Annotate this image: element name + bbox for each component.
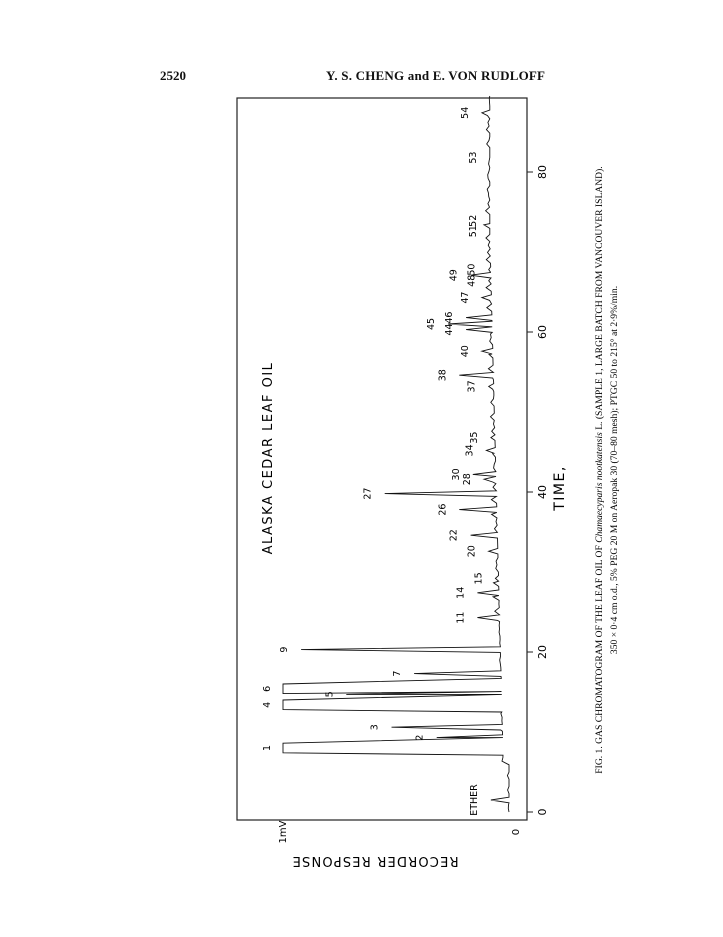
peak-label: 50 <box>466 263 478 276</box>
caption-species: Chamaecyparis nootkatensis <box>594 432 605 543</box>
x-axis-ticks <box>527 165 549 816</box>
peak-label: 14 <box>455 586 467 599</box>
x-tick-label: 20 <box>536 645 549 659</box>
peak-label: 27 <box>362 487 374 500</box>
peak-label: 6 <box>262 685 273 692</box>
peak-label: 48 <box>466 274 478 287</box>
page-number: 2520 <box>160 68 186 83</box>
peak-label: 35 <box>468 431 480 444</box>
peak-label: 28 <box>462 473 474 486</box>
peak-label: 47 <box>459 291 471 304</box>
x-tick-label: 80 <box>536 165 549 179</box>
peak-label: 5 <box>324 691 336 698</box>
peak-label: 44 <box>444 323 456 336</box>
peak-label: 52 <box>467 214 479 227</box>
x-axis-label: TIME, <box>552 465 568 511</box>
peak-label: 51 <box>467 225 479 238</box>
x-tick-label: 40 <box>536 485 549 499</box>
peak-label: 26 <box>437 503 449 516</box>
y-tick-0: 0 <box>511 828 522 836</box>
peak-label: 1 <box>262 744 273 752</box>
caption-suffix: L. (SAMPLE 1, LARGE BATCH FROM VANCOUVER ISLAND). <box>594 166 605 433</box>
peak-label: 4 <box>262 701 273 708</box>
peak-label: 30 <box>450 468 462 481</box>
peak-label: 2 <box>414 734 426 741</box>
peak-label: 37 <box>466 380 478 393</box>
y-axis-label: RECORDER RESPONSE <box>291 853 459 868</box>
peak-label: 49 <box>448 269 460 282</box>
peak-label: 9 <box>279 646 291 653</box>
peak-label: 46 <box>444 311 456 324</box>
peak-label: 15 <box>473 572 485 585</box>
chart-title: ALASKA CEDAR LEAF OIL <box>261 361 276 555</box>
peak-label: 11 <box>455 611 467 624</box>
peak-label: 53 <box>467 151 479 164</box>
figure-caption-line-2: 350 × 0·4 cm o.d., 5% PEG 20 M on Aeropak 30 (70–80 mesh); PTGC 50 to 215° at 2·9%/min. <box>609 285 620 655</box>
caption-prefix: FIG. 1. GAS CHROMATOGRAM OF THE LEAF OIL OF <box>594 542 605 774</box>
peak-label: 40 <box>459 345 471 358</box>
peak-label: 34 <box>464 444 476 457</box>
peak-label: 38 <box>437 369 449 382</box>
x-tick-label: 60 <box>536 325 549 339</box>
peak-label: 20 <box>466 545 478 558</box>
peak-label: 54 <box>459 106 471 119</box>
running-head: Y. S. CHENG and E. VON RUDLOFF <box>326 68 546 83</box>
x-tick-label: 0 <box>536 808 549 816</box>
figure-caption-line-1 <box>594 166 605 773</box>
peak-label: 45 <box>426 317 437 331</box>
peak-label: ETHER <box>468 784 480 816</box>
y-tick-1mv: 1mV <box>278 820 289 844</box>
peak-label: 22 <box>448 529 460 542</box>
peak-label: 7 <box>392 670 404 677</box>
peak-label: 3 <box>369 724 381 731</box>
